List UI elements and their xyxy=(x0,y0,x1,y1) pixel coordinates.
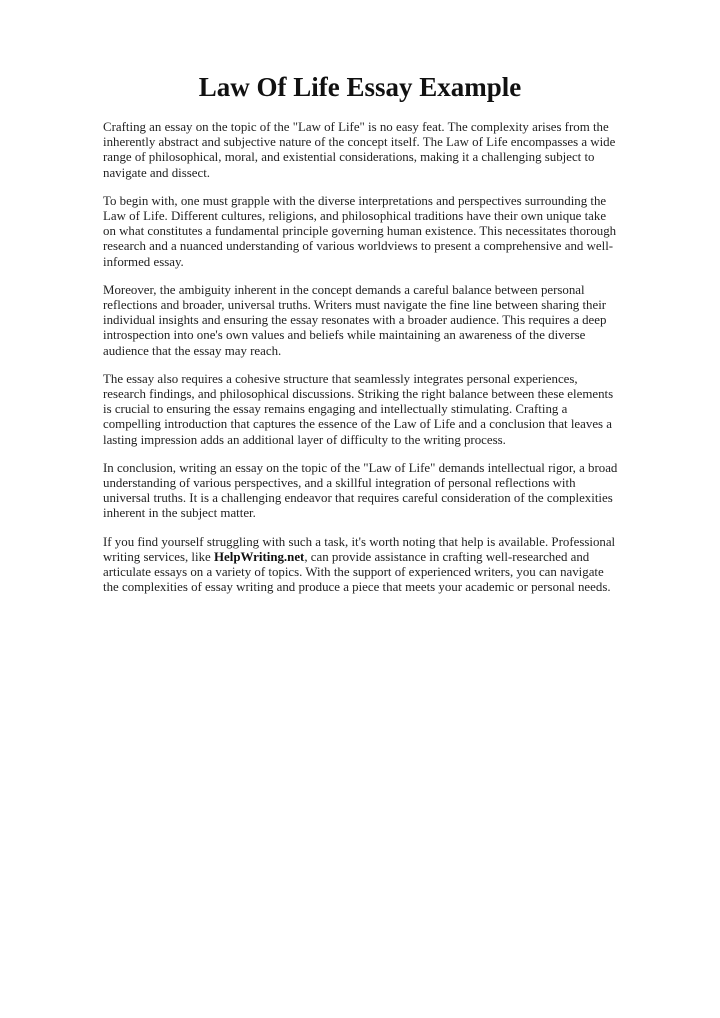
essay-body xyxy=(103,120,621,608)
paragraph-4: The essay also requires a cohesive structure that seamlessly integrates personal experiences, research findings, and philosophical discussions. Striking the right balance between these elements is crucial to ensuring the essay remains engaging and intellectually stimulating. Crafting a compelling introduction that captures the essence of the Law of Life and a conclusion that leaves a lasting impression adds an additional layer of difficulty to the writing process. xyxy=(103,371,614,447)
paragraph-6-after: , can provide assistance in crafting well-researched and articulate essays on a variety of topics. With the support of experienced writers, you can navigate the complexities of essay writing and produce a piece that meets your academic or personal needs. xyxy=(103,549,611,595)
paragraph-2: To begin with, one must grapple with the diverse interpretations and perspectives surrounding the Law of Life. Different cultures, religions, and philosophical traditions have their own unique take on what constitutes a fundamental principle governing human existence. This necessitates thorough research and a nuanced understanding of various worldviews to present a comprehensive and well-informed essay. xyxy=(103,193,617,269)
paragraph-6-before: If you find yourself struggling with such a task, it's worth noting that help is available. Professional writing services, like xyxy=(103,534,616,564)
helpwriting-link[interactable]: HelpWriting.net xyxy=(213,549,305,564)
paragraph-6 xyxy=(103,535,621,596)
page-title: Law Of Life Essay Example xyxy=(198,72,522,102)
paragraph-1: Crafting an essay on the topic of the "Law of Life" is no easy feat. The complexity arises from the inherently abstract and subjective nature of the concept itself. The Law of Life encompasses a wide range of philosophical, moral, and existential considerations, making it a challenging subject to navigate and dissect. xyxy=(103,120,616,180)
paragraph-3: Moreover, the ambiguity inherent in the concept demands a careful balance between personal reflections and broader, universal truths. Writers must navigate the fine line between sharing their individual insights and ensuring the essay resonates with a broader audience. This requires a deep introspection into one's own values and beliefs while maintaining an awareness of the diverse audience that the essay may reach. xyxy=(103,282,607,358)
paragraph-5: In conclusion, writing an essay on the topic of the "Law of Life" demands intellectual rigor, a broad understanding of various perspectives, and a skillful integration of personal reflections with universal truths. It is a challenging endeavor that requires careful consideration of the complexities inherent in the subject matter. xyxy=(103,460,618,521)
